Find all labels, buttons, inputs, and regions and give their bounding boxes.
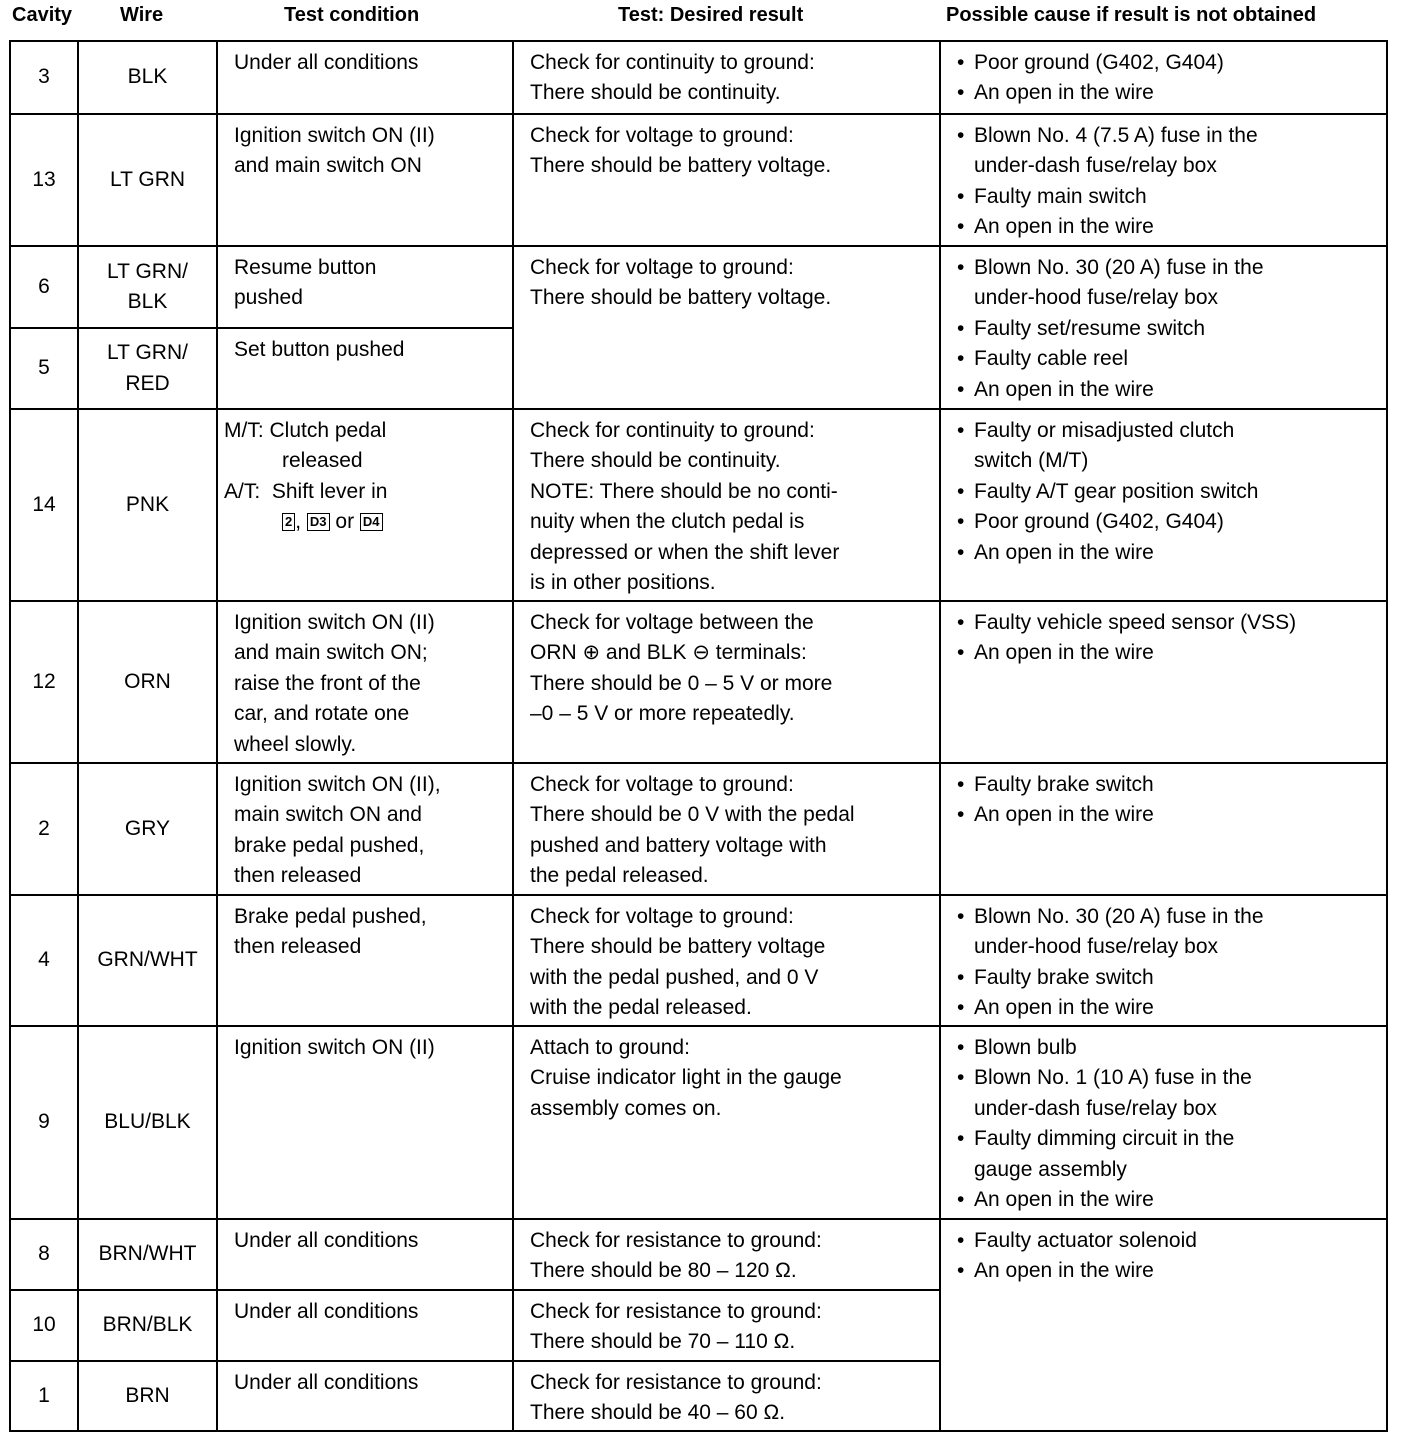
result-cell: Check for resistance to ground: There should be 40 – 60 Ω. xyxy=(513,1361,940,1431)
wire-cell: LT GRN/ RED xyxy=(78,328,217,409)
header-desired-result: Test: Desired result xyxy=(618,4,804,26)
condition-cell: Under all conditions xyxy=(217,1290,513,1361)
gear-position-d3-key: D3 xyxy=(307,513,330,531)
result-cell: Check for voltage to ground: There should be battery voltage. xyxy=(513,114,940,246)
wire-cell: GRN/WHT xyxy=(78,895,217,1026)
cause-item: • An open in the wire xyxy=(957,800,1376,830)
cause-item: • An open in the wire xyxy=(957,993,1376,1023)
cause-item: • Blown No. 30 (20 A) fuse in the under-hood fuse/relay box xyxy=(957,253,1376,314)
result-cell: Check for voltage to ground: There should be 0 V with the pedal pushed and battery voltage with the pedal released. xyxy=(513,763,940,895)
wire-cell: BLU/BLK xyxy=(78,1026,217,1219)
cavity-cell: 2 xyxy=(10,763,78,895)
cause-item: • Faulty A/T gear position switch xyxy=(957,477,1376,507)
cause-item: • Faulty actuator solenoid xyxy=(957,1226,1376,1256)
result-cell: Check for continuity to ground: There should be continuity. xyxy=(513,41,940,114)
cause-cell xyxy=(940,41,1387,114)
cause-item: • Poor ground (G402, G404) xyxy=(957,507,1376,537)
cause-item: • Faulty or misadjusted clutch switch (M/T) xyxy=(957,416,1376,477)
cause-item: • An open in the wire xyxy=(957,638,1376,668)
cause-item: • An open in the wire xyxy=(957,212,1376,242)
cause-item: • An open in the wire xyxy=(957,375,1376,405)
wire-cell: BRN/WHT xyxy=(78,1219,217,1290)
table-row xyxy=(10,895,1387,1026)
wire-cell: GRY xyxy=(78,763,217,895)
result-cell: Check for voltage between the ORN ⊕ and BLK ⊖ terminals: There should be 0 – 5 V or more –0 – 5 V or more repeatedly. xyxy=(513,601,940,763)
wire-cell: BRN xyxy=(78,1361,217,1431)
cause-cell xyxy=(940,1219,1387,1431)
cavity-cell: 8 xyxy=(10,1219,78,1290)
cause-cell xyxy=(940,1026,1387,1219)
cause-item: • Blown No. 30 (20 A) fuse in the under-hood fuse/relay box xyxy=(957,902,1376,963)
cavity-cell: 9 xyxy=(10,1026,78,1219)
result-cell: Check for voltage to ground: There should be battery voltage with the pedal pushed, and 0 V with the pedal released. xyxy=(513,895,940,1026)
cavity-cell: 3 xyxy=(10,41,78,114)
condition-cell: Ignition switch ON (II) and main switch ON xyxy=(217,114,513,246)
table-row xyxy=(10,41,1387,114)
cause-item: • An open in the wire xyxy=(957,1256,1376,1286)
table-row xyxy=(10,763,1387,895)
table-row xyxy=(10,1026,1387,1219)
result-cell: Check for resistance to ground: There should be 80 – 120 Ω. xyxy=(513,1219,940,1290)
cavity-cell: 14 xyxy=(10,409,78,601)
condition-cell: M/T: Clutch pedal released A/T: Shift lever in 2 , D3 or D4 xyxy=(217,409,513,601)
cause-item: • Faulty main switch xyxy=(957,182,1376,212)
table-row xyxy=(10,409,1387,601)
gear-position-2-key: 2 xyxy=(282,513,295,531)
condition-cell: Ignition switch ON (II) xyxy=(217,1026,513,1219)
cause-item: • Poor ground (G402, G404) xyxy=(957,48,1376,78)
cavity-cell: 6 xyxy=(10,246,78,328)
cavity-cell: 1 xyxy=(10,1361,78,1431)
wire-cell: PNK xyxy=(78,409,217,601)
cause-cell xyxy=(940,246,1387,409)
cavity-cell: 4 xyxy=(10,895,78,1026)
result-cell: Check for resistance to ground: There should be 70 – 110 Ω. xyxy=(513,1290,940,1361)
cause-item: • Blown No. 1 (10 A) fuse in the under-dash fuse/relay box xyxy=(957,1063,1376,1124)
result-cell: Attach to ground: Cruise indicator light in the gauge assembly comes on. xyxy=(513,1026,940,1219)
cause-item: • Faulty brake switch xyxy=(957,770,1376,800)
condition-cell: Under all conditions xyxy=(217,1361,513,1431)
cause-item: • Faulty vehicle speed sensor (VSS) xyxy=(957,608,1376,638)
condition-cell: Under all conditions xyxy=(217,41,513,114)
cause-item: • Faulty set/resume switch xyxy=(957,314,1376,344)
gear-position-d4-key: D4 xyxy=(360,513,383,531)
cause-cell xyxy=(940,409,1387,601)
cause-cell xyxy=(940,601,1387,763)
cause-item: • An open in the wire xyxy=(957,78,1376,108)
wire-cell: LT GRN/ BLK xyxy=(78,246,217,328)
cause-item: • An open in the wire xyxy=(957,1185,1376,1215)
cause-cell xyxy=(940,763,1387,895)
cause-cell xyxy=(940,114,1387,246)
test-table xyxy=(9,40,1388,1432)
condition-cell: Brake pedal pushed, then released xyxy=(217,895,513,1026)
table-row xyxy=(10,246,1387,328)
cause-item: • Faulty dimming circuit in the gauge assembly xyxy=(957,1124,1376,1185)
cause-item: • Blown bulb xyxy=(957,1033,1376,1063)
cavity-cell: 13 xyxy=(10,114,78,246)
condition-cell: Ignition switch ON (II), main switch ON and brake pedal pushed, then released xyxy=(217,763,513,895)
condition-cell: Resume button pushed xyxy=(217,246,513,328)
header-cavity: Cavity xyxy=(12,4,73,26)
result-cell: Check for continuity to ground: There should be continuity. NOTE: There should be no conti- nuity when the clutch pedal is depressed or when the shift lever is in other positions. xyxy=(513,409,940,601)
cause-item: • Faulty cable reel xyxy=(957,344,1376,374)
cause-item: • Blown No. 4 (7.5 A) fuse in the under-dash fuse/relay box xyxy=(957,121,1376,182)
cause-item: • Faulty brake switch xyxy=(957,963,1376,993)
condition-cell: Ignition switch ON (II) and main switch ON; raise the front of the car, and rotate one wheel slowly. xyxy=(217,601,513,763)
wire-cell: BLK xyxy=(78,41,217,114)
result-cell: Check for voltage to ground: There should be battery voltage. xyxy=(513,246,940,409)
condition-cell: Set button pushed xyxy=(217,328,513,409)
condition-cell: Under all conditions xyxy=(217,1219,513,1290)
wire-cell: LT GRN xyxy=(78,114,217,246)
table-row xyxy=(10,601,1387,763)
wire-cell: BRN/BLK xyxy=(78,1290,217,1361)
cavity-cell: 12 xyxy=(10,601,78,763)
cause-cell xyxy=(940,895,1387,1026)
header-test-condition: Test condition xyxy=(284,4,420,26)
wire-cell: ORN xyxy=(78,601,217,763)
table-row xyxy=(10,114,1387,246)
header-wire: Wire xyxy=(120,4,164,26)
header-possible-cause: Possible cause if result is not obtained xyxy=(946,4,1317,26)
table-row xyxy=(10,1219,1387,1290)
cavity-cell: 5 xyxy=(10,328,78,409)
cause-item: • An open in the wire xyxy=(957,538,1376,568)
cavity-cell: 10 xyxy=(10,1290,78,1361)
